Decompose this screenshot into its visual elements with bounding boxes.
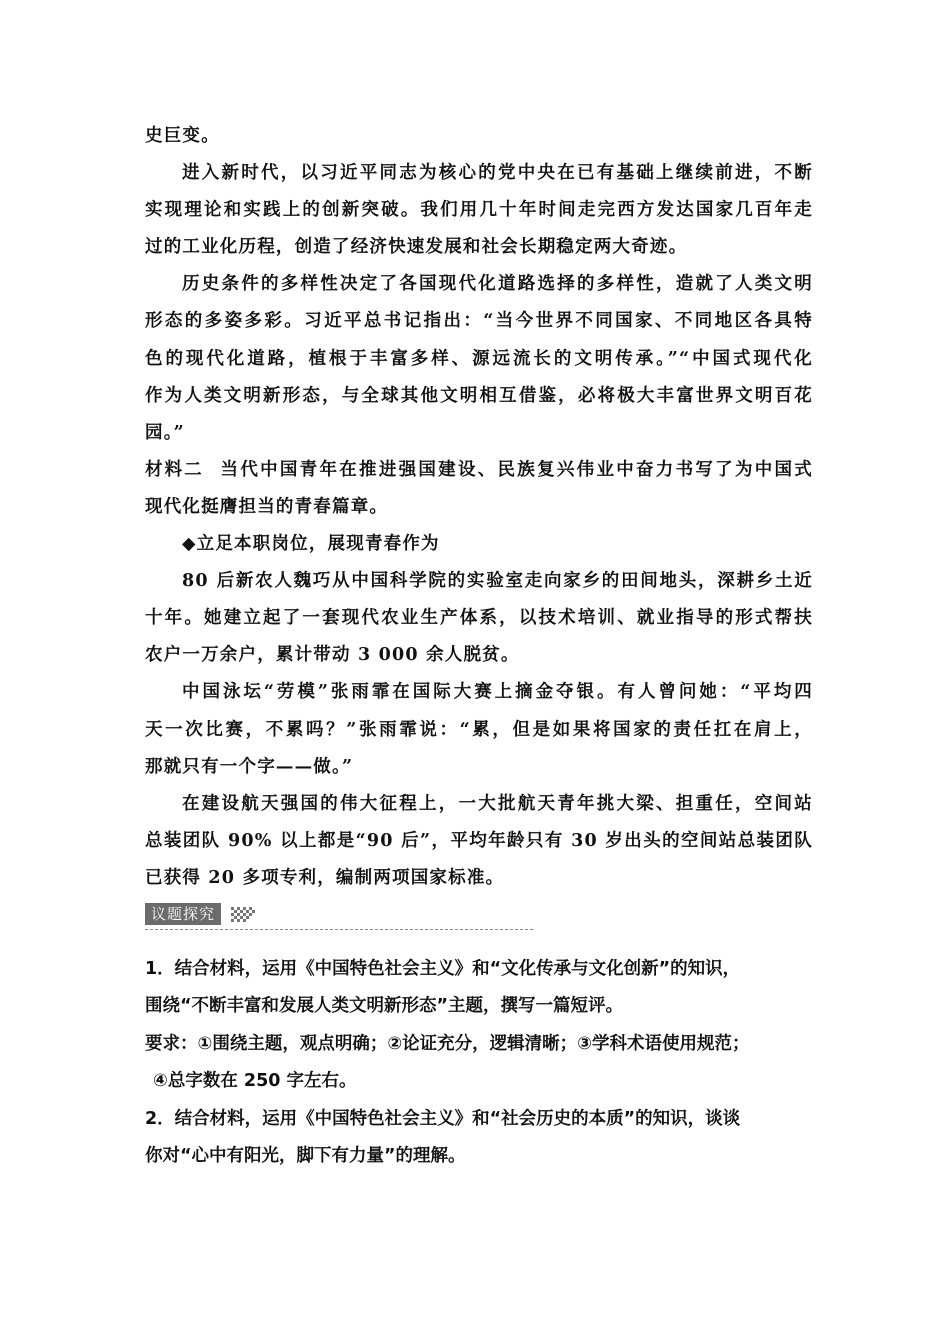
paragraph-line: 进入新时代，以习近平同志为核心的党中央在已有基础上继续前进，不断 (182, 163, 813, 184)
question-line: ④总字数在 250 字左右。 (153, 1071, 357, 1092)
paragraph-line: 园。” (145, 422, 185, 443)
question-line: 要求：①围绕主题，观点明确；②论证充分，逻辑清晰；③学科术语使用规范； (145, 1033, 750, 1054)
paragraph-line: 形态的多姿多彩。习近平总书记指出：“当今世界不同国家、不同地区各具特 (145, 311, 813, 332)
paragraph-line: 过的工业化历程，创造了经济快速发展和社会长期稳定两大奇迹。 (145, 237, 688, 258)
paragraph-line: 现代化挺膺担当的青春篇章。 (145, 496, 389, 517)
paragraph-line: 史巨变。 (145, 126, 220, 146)
paragraph-line: 总装团队 90% 以上都是“90 后”，平均年龄只有 30 岁出头的空间站总装团队 (145, 830, 813, 851)
subheading: ◆立足本职岗位，展现青春作为 (182, 534, 440, 555)
paragraph-line: 农户一万余户，累计带动 3 000 余人脱贫。 (145, 645, 520, 666)
material-two-intro-line (145, 452, 813, 489)
paragraph-line: 作为人类文明新形态，与全球其他文明相互借鉴，必将极大丰富世界文明百花 (145, 385, 813, 406)
checker-pattern-icon (229, 903, 259, 925)
paragraph-line: 实现理论和实践上的创新突破。我们用几十年时间走完西方发达国家几百年走 (145, 200, 813, 221)
question-line: 2．结合材料，运用《中国特色社会主义》和“社会历史的本质”的知识，谈谈 (145, 1108, 741, 1129)
paragraph-line: 十年。她建立起了一套现代农业生产体系，以技术培训、就业指导的形式帮扶 (145, 608, 813, 629)
paragraph-line: 中国泳坛“劳模”张雨霏在国际大赛上摘金夺银。有人曾问她：“平均四 (182, 682, 813, 703)
material-two (145, 452, 813, 897)
paragraph-line: 80 后新农人魏巧从中国科学院的实验室走向家乡的田间地头，深耕乡土近 (182, 571, 813, 592)
paragraph-line: 历史条件的多样性决定了各国现代化道路选择的多样性，造就了人类文明 (182, 274, 813, 295)
material-two-label: 材料二 (145, 459, 204, 480)
question-line: 围绕“不断丰富和发展人类文明新形态”主题，撰写一篇短评。 (145, 996, 624, 1017)
section-tag: 议题探究 (145, 903, 221, 925)
section-header (145, 903, 813, 929)
paragraph-line: 色的现代化道路，植根于丰富多样、源远流长的文明传承。”“中国式现代化 (145, 348, 813, 369)
question-line: 1．结合材料，运用《中国特色社会主义》和“文化传承与文化创新”的知识， (145, 958, 741, 979)
material-one-tail (145, 118, 813, 452)
questions (145, 951, 813, 1176)
question-line: 你对“心中有阳光，脚下有力量”的理解。 (145, 1146, 466, 1167)
paragraph-line: 那就只有一个字——做。” (145, 756, 354, 777)
section-divider (145, 929, 533, 930)
paragraph-line: 天一次比赛，不累吗？”张雨霏说：“累，但是如果将国家的责任扛在肩上， (145, 719, 813, 740)
document-page (145, 118, 813, 1176)
material-two-intro-text: 当代中国青年在推进强国建设、民族复兴伟业中奋力书写了为中国式 (220, 459, 814, 480)
paragraph-line: 在建设航天强国的伟大征程上，一大批航天青年挑大梁、担重任，空间站 (182, 793, 813, 814)
paragraph-line: 已获得 20 多项专利，编制两项国家标准。 (145, 867, 505, 888)
